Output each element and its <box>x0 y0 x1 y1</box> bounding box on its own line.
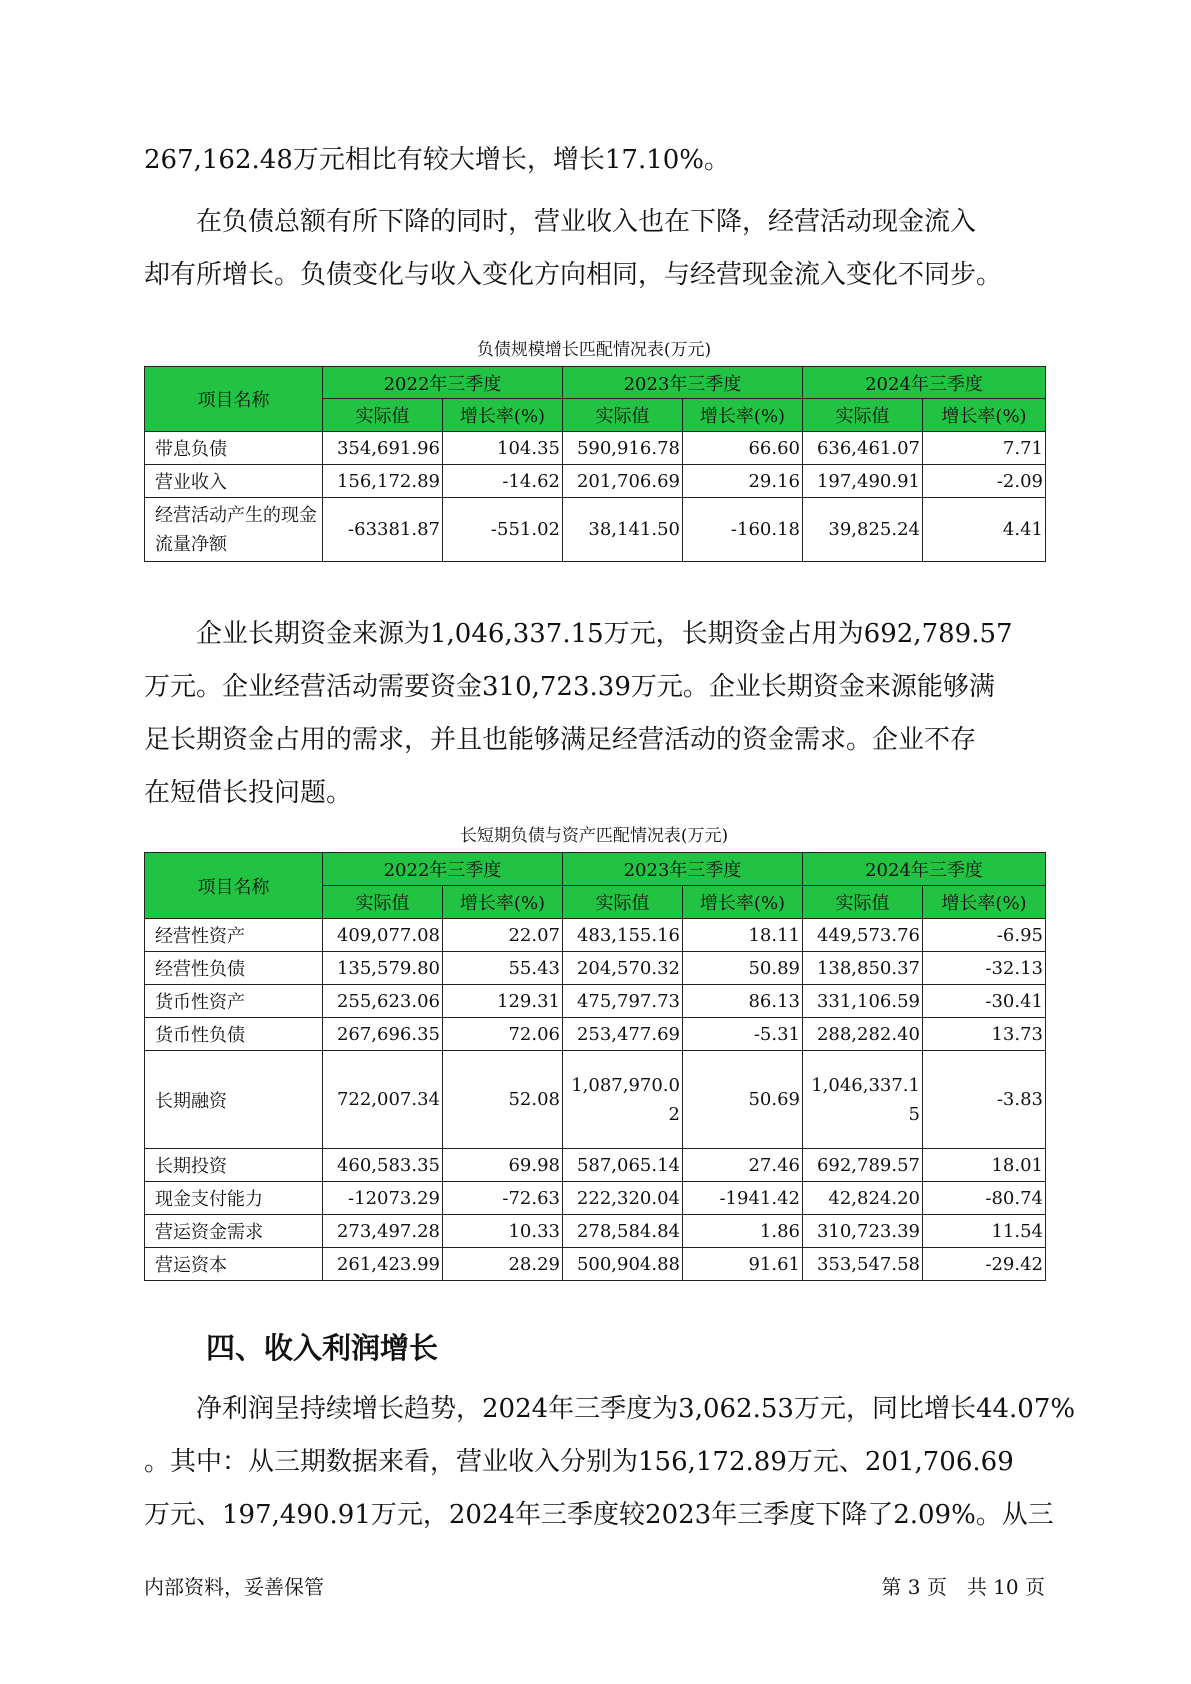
cell-value: 483,155.16 <box>563 919 683 952</box>
cell-value: 91.61 <box>683 1248 803 1281</box>
cell-value: 7.71 <box>923 432 1046 465</box>
cell-value: -5.31 <box>683 1018 803 1051</box>
section-heading: 四、收入利润增长 <box>206 1331 439 1365</box>
cell-value: 86.13 <box>683 985 803 1018</box>
cell-value: 138,850.37 <box>803 952 923 985</box>
cell-value: -30.41 <box>923 985 1046 1018</box>
row-name: 营业收入 <box>145 465 323 498</box>
cell-value: 104.35 <box>443 432 563 465</box>
cell-value: 27.46 <box>683 1149 803 1182</box>
longterm-funds-paragraph <box>144 608 1044 820</box>
debt-growth-table <box>144 366 1046 562</box>
cell-value: 267,696.35 <box>323 1018 443 1051</box>
row-name: 营运资本 <box>145 1248 323 1281</box>
header-item-name: 项目名称 <box>145 853 323 919</box>
row-name: 货币性负债 <box>145 1018 323 1051</box>
cell-value: 72.06 <box>443 1018 563 1051</box>
table-row <box>145 432 1046 465</box>
paragraph-line: 在短借长投问题。 <box>144 778 353 808</box>
cell-value: 11.54 <box>923 1215 1046 1248</box>
paragraph-line: 净利润呈持续增长趋势，2024年三季度为3,062.53万元，同比增长44.07% <box>144 1394 1076 1424</box>
footer-confidential: 内部资料，妥善保管 <box>144 1575 324 1599</box>
header-growth: 增长率(%) <box>443 399 563 432</box>
cell-value: 66.60 <box>683 432 803 465</box>
cell-value: 69.98 <box>443 1149 563 1182</box>
cell-value: 4.41 <box>923 498 1046 562</box>
header-actual: 实际值 <box>563 886 683 919</box>
header-period: 2023年三季度 <box>563 853 803 886</box>
table1-caption: 负债规模增长匹配情况表(万元) <box>476 340 712 360</box>
cell-value: 1,087,970.02 <box>563 1051 683 1149</box>
header-actual: 实际值 <box>323 399 443 432</box>
cell-value: 1,046,337.15 <box>803 1051 923 1149</box>
cell-value: 42,824.20 <box>803 1182 923 1215</box>
cell-value: 18.11 <box>683 919 803 952</box>
paragraph-line: 足长期资金占用的需求，并且也能够满足经营活动的资金需求。企业不存 <box>144 725 977 755</box>
cell-value: 500,904.88 <box>563 1248 683 1281</box>
cell-value: 197,490.91 <box>803 465 923 498</box>
row-name: 经营性资产 <box>145 919 323 952</box>
row-name: 长期投资 <box>145 1149 323 1182</box>
table-row <box>145 1051 1046 1149</box>
cell-value: 273,497.28 <box>323 1215 443 1248</box>
profit-paragraph <box>144 1383 1076 1542</box>
cell-value: 278,584.84 <box>563 1215 683 1248</box>
header-growth: 增长率(%) <box>443 886 563 919</box>
cell-value: -72.63 <box>443 1182 563 1215</box>
cell-value: 475,797.73 <box>563 985 683 1018</box>
paragraph-line: 。其中：从三期数据来看，营业收入分别为156,172.89万元、201,706.69 <box>144 1447 1014 1477</box>
row-name: 营运资金需求 <box>145 1215 323 1248</box>
intro-paragraph <box>144 134 1044 187</box>
cell-value: 50.89 <box>683 952 803 985</box>
footer-page-number: 第 3 页 共 10 页 <box>881 1575 1045 1599</box>
paragraph-line: 企业长期资金来源为1,046,337.15万元，长期资金占用为692,789.57 <box>144 619 1013 649</box>
paragraph-line: 在负债总额有所下降的同时，营业收入也在下降，经营活动现金流入 <box>144 207 977 237</box>
cell-value: 261,423.99 <box>323 1248 443 1281</box>
header-actual: 实际值 <box>803 886 923 919</box>
table-row <box>145 1215 1046 1248</box>
paragraph-line: 267,162.48万元相比有较大增长，增长17.10%。 <box>144 145 731 175</box>
cell-value: 39,825.24 <box>803 498 923 562</box>
cell-value: 50.69 <box>683 1051 803 1149</box>
cell-value: -551.02 <box>443 498 563 562</box>
table-row <box>145 1182 1046 1215</box>
cell-value: 587,065.14 <box>563 1149 683 1182</box>
cell-value: 10.33 <box>443 1215 563 1248</box>
cell-value: -160.18 <box>683 498 803 562</box>
cell-value: -2.09 <box>923 465 1046 498</box>
cell-value: 331,106.59 <box>803 985 923 1018</box>
cell-value: 353,547.58 <box>803 1248 923 1281</box>
cell-value: 201,706.69 <box>563 465 683 498</box>
cell-value: 449,573.76 <box>803 919 923 952</box>
table-row <box>145 952 1046 985</box>
cell-value: 722,007.34 <box>323 1051 443 1149</box>
paragraph-line: 却有所增长。负债变化与收入变化方向相同，与经营现金流入变化不同步。 <box>144 260 1003 290</box>
paragraph-line: 万元、197,490.91万元，2024年三季度较2023年三季度下降了2.09%。从三 <box>144 1500 1054 1530</box>
cell-value: 222,320.04 <box>563 1182 683 1215</box>
cell-value: 28.29 <box>443 1248 563 1281</box>
cell-value: 288,282.40 <box>803 1018 923 1051</box>
cell-value: 255,623.06 <box>323 985 443 1018</box>
header-period: 2023年三季度 <box>563 367 803 399</box>
header-period: 2024年三季度 <box>803 367 1046 399</box>
cell-value: 13.73 <box>923 1018 1046 1051</box>
header-growth: 增长率(%) <box>683 886 803 919</box>
cell-value: -80.74 <box>923 1182 1046 1215</box>
cell-value: 55.43 <box>443 952 563 985</box>
cell-value: 253,477.69 <box>563 1018 683 1051</box>
header-actual: 实际值 <box>323 886 443 919</box>
cell-value: 409,077.08 <box>323 919 443 952</box>
header-actual: 实际值 <box>563 399 683 432</box>
row-name: 经营性负债 <box>145 952 323 985</box>
table-row <box>145 498 1046 562</box>
cell-value: 310,723.39 <box>803 1215 923 1248</box>
row-name: 带息负债 <box>145 432 323 465</box>
cell-value: 18.01 <box>923 1149 1046 1182</box>
cell-value: 692,789.57 <box>803 1149 923 1182</box>
table-row <box>145 985 1046 1018</box>
cell-value: -29.42 <box>923 1248 1046 1281</box>
cell-value: 38,141.50 <box>563 498 683 562</box>
cell-value: 135,579.80 <box>323 952 443 985</box>
cell-value: -32.13 <box>923 952 1046 985</box>
paragraph-line: 万元。企业经营活动需要资金310,723.39万元。企业长期资金来源能够满 <box>144 672 995 702</box>
cell-value: -14.62 <box>443 465 563 498</box>
header-growth: 增长率(%) <box>923 399 1046 432</box>
cell-value: -12073.29 <box>323 1182 443 1215</box>
header-actual: 实际值 <box>803 399 923 432</box>
cell-value: -1941.42 <box>683 1182 803 1215</box>
table-row <box>145 1018 1046 1051</box>
row-name: 货币性资产 <box>145 985 323 1018</box>
row-name: 经营活动产生的现金流量净额 <box>145 498 323 562</box>
table-row <box>145 1248 1046 1281</box>
cell-value: 590,916.78 <box>563 432 683 465</box>
cell-value: 22.07 <box>443 919 563 952</box>
cell-value: -63381.87 <box>323 498 443 562</box>
table-row <box>145 465 1046 498</box>
cell-value: 354,691.96 <box>323 432 443 465</box>
table-row <box>145 1149 1046 1182</box>
table2-caption: 长短期负债与资产匹配情况表(万元) <box>459 826 729 846</box>
header-period: 2022年三季度 <box>323 853 563 886</box>
header-period: 2022年三季度 <box>323 367 563 399</box>
cell-value: 636,461.07 <box>803 432 923 465</box>
debt-income-paragraph <box>144 196 1044 302</box>
debt-asset-match-table <box>144 852 1046 1281</box>
cell-value: 204,570.32 <box>563 952 683 985</box>
cell-value: 156,172.89 <box>323 465 443 498</box>
row-name: 现金支付能力 <box>145 1182 323 1215</box>
header-item-name: 项目名称 <box>145 367 323 432</box>
cell-value: -6.95 <box>923 919 1046 952</box>
cell-value: 460,583.35 <box>323 1149 443 1182</box>
table-row <box>145 919 1046 952</box>
header-growth: 增长率(%) <box>683 399 803 432</box>
cell-value: 52.08 <box>443 1051 563 1149</box>
cell-value: 29.16 <box>683 465 803 498</box>
row-name: 长期融资 <box>145 1051 323 1149</box>
header-growth: 增长率(%) <box>923 886 1046 919</box>
header-period: 2024年三季度 <box>803 853 1046 886</box>
cell-value: 1.86 <box>683 1215 803 1248</box>
cell-value: -3.83 <box>923 1051 1046 1149</box>
cell-value: 129.31 <box>443 985 563 1018</box>
